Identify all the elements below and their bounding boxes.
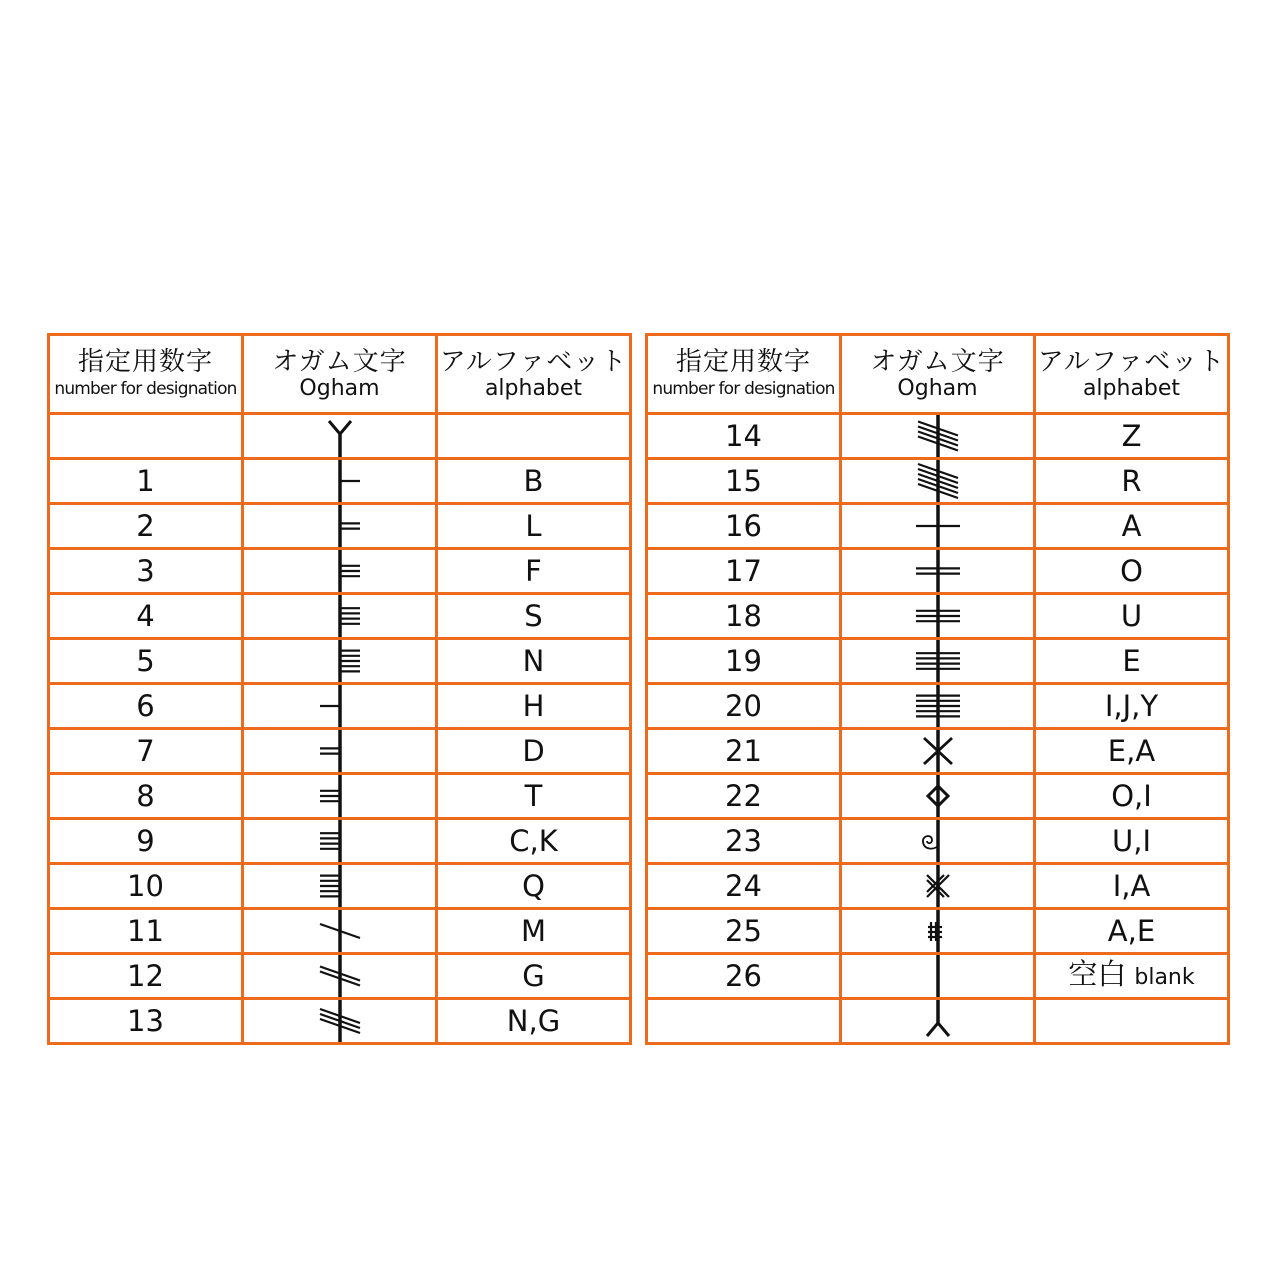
table-row bbox=[647, 819, 1229, 864]
alphabet-cell bbox=[1035, 684, 1229, 729]
ogham-20-icon bbox=[878, 685, 998, 727]
header-row bbox=[647, 335, 1229, 414]
number-cell bbox=[647, 774, 841, 819]
table-row bbox=[647, 774, 1229, 819]
ogham-table-right bbox=[645, 333, 1230, 1045]
ogham-cell bbox=[841, 729, 1035, 774]
table-row bbox=[49, 639, 631, 684]
number-cell bbox=[647, 594, 841, 639]
alphabet-value: B bbox=[523, 464, 544, 498]
alphabet-value: D bbox=[522, 734, 545, 768]
alphabet-cell bbox=[437, 819, 631, 864]
number-value: 8 bbox=[136, 779, 155, 813]
alphabet-value: S bbox=[524, 599, 543, 633]
alphabet-value: U,I bbox=[1112, 824, 1151, 858]
ogham-cell bbox=[841, 549, 1035, 594]
ogham-cell bbox=[841, 954, 1035, 999]
ogham-23-icon bbox=[878, 820, 998, 862]
number-value: 6 bbox=[136, 689, 155, 723]
ogham-cell bbox=[243, 774, 437, 819]
ogham-24-icon bbox=[878, 865, 998, 907]
number-value: 20 bbox=[725, 689, 762, 723]
ogham-cell bbox=[841, 459, 1035, 504]
ogham-3-icon bbox=[280, 550, 400, 592]
number-value: 12 bbox=[127, 959, 164, 993]
number-cell bbox=[49, 774, 243, 819]
number-cell bbox=[647, 549, 841, 594]
number-cell bbox=[647, 684, 841, 729]
header-ogham bbox=[243, 335, 437, 414]
alphabet-cell bbox=[437, 594, 631, 639]
table-row bbox=[647, 999, 1229, 1044]
alphabet-value: A,E bbox=[1107, 914, 1156, 948]
ogham-cell bbox=[243, 729, 437, 774]
table-row bbox=[647, 864, 1229, 909]
alphabet-cell bbox=[437, 999, 631, 1044]
number-value: 26 bbox=[725, 959, 762, 993]
ogham-11-icon bbox=[280, 910, 400, 952]
table-row bbox=[647, 954, 1229, 999]
number-cell bbox=[49, 909, 243, 954]
ogham-cell bbox=[243, 504, 437, 549]
number-cell bbox=[49, 999, 243, 1044]
header-number bbox=[49, 335, 243, 414]
alphabet-sub-value: blank bbox=[1134, 965, 1195, 990]
ogham-5-icon bbox=[280, 640, 400, 682]
alphabet-value: A bbox=[1121, 509, 1142, 543]
table-row bbox=[49, 459, 631, 504]
ogham-17-icon bbox=[878, 550, 998, 592]
table-row bbox=[49, 999, 631, 1044]
table-row bbox=[49, 594, 631, 639]
ogham-cell bbox=[243, 819, 437, 864]
table-row bbox=[49, 774, 631, 819]
alphabet-cell bbox=[437, 414, 631, 459]
table-row bbox=[49, 954, 631, 999]
ogham-cell bbox=[243, 459, 437, 504]
number-cell bbox=[647, 909, 841, 954]
ogham-25-icon bbox=[878, 910, 998, 952]
table-row bbox=[49, 549, 631, 594]
alphabet-cell bbox=[437, 954, 631, 999]
number-cell bbox=[49, 504, 243, 549]
alphabet-value: Q bbox=[522, 869, 545, 903]
alphabet-cell bbox=[1035, 819, 1229, 864]
ogham-cell bbox=[841, 684, 1035, 729]
header-ogham-ja: オガム文字 bbox=[870, 347, 1005, 377]
table-row bbox=[647, 594, 1229, 639]
alphabet-cell bbox=[1035, 774, 1229, 819]
ogham-cell bbox=[243, 999, 437, 1044]
alphabet-cell bbox=[1035, 549, 1229, 594]
ogham-cell bbox=[841, 819, 1035, 864]
number-value: 23 bbox=[725, 824, 762, 858]
ogham-14-icon bbox=[878, 415, 998, 457]
table-row bbox=[49, 504, 631, 549]
alphabet-value: E,A bbox=[1107, 734, 1156, 768]
alphabet-cell bbox=[437, 639, 631, 684]
ogham-6-icon bbox=[280, 685, 400, 727]
number-cell bbox=[49, 549, 243, 594]
alphabet-value: N,G bbox=[506, 1004, 561, 1038]
number-cell bbox=[647, 864, 841, 909]
ogham-4-icon bbox=[280, 595, 400, 637]
header-alphabet-ja: アルファベット bbox=[439, 347, 628, 377]
header-ogham-ja: オガム文字 bbox=[272, 347, 407, 377]
ogham-15-icon bbox=[878, 460, 998, 502]
table-row bbox=[49, 684, 631, 729]
alphabet-value: F bbox=[525, 554, 542, 588]
ogham-26-stem-icon bbox=[878, 955, 998, 997]
ogham-13-icon bbox=[280, 1000, 400, 1042]
ogham-1-icon bbox=[280, 460, 400, 502]
table-row bbox=[647, 459, 1229, 504]
alphabet-value: T bbox=[524, 779, 543, 813]
alphabet-value: E bbox=[1122, 644, 1141, 678]
header-ogham bbox=[841, 335, 1035, 414]
number-cell bbox=[647, 504, 841, 549]
ogham-22-icon bbox=[878, 775, 998, 817]
table-row bbox=[647, 414, 1229, 459]
number-value: 15 bbox=[725, 464, 762, 498]
ogham-7-icon bbox=[280, 730, 400, 772]
table-row bbox=[647, 909, 1229, 954]
alphabet-cell bbox=[1035, 594, 1229, 639]
alphabet-cell bbox=[437, 909, 631, 954]
number-value: 11 bbox=[127, 914, 164, 948]
alphabet-cell bbox=[1035, 639, 1229, 684]
number-cell bbox=[647, 414, 841, 459]
alphabet-value: M bbox=[520, 914, 547, 948]
ogham-21-icon bbox=[878, 730, 998, 772]
number-cell bbox=[647, 459, 841, 504]
table-row bbox=[49, 729, 631, 774]
number-value: 9 bbox=[136, 824, 155, 858]
table-row bbox=[647, 684, 1229, 729]
table-row bbox=[647, 504, 1229, 549]
ogham-cell bbox=[841, 909, 1035, 954]
number-value: 19 bbox=[725, 644, 762, 678]
alphabet-cell bbox=[1035, 999, 1229, 1044]
alphabet-cell bbox=[1035, 504, 1229, 549]
header-number-en: number for designation bbox=[54, 379, 237, 399]
alphabet-value: N bbox=[522, 644, 545, 678]
number-cell bbox=[49, 459, 243, 504]
number-cell bbox=[49, 864, 243, 909]
ogham-9-icon bbox=[280, 820, 400, 862]
start-feather-icon bbox=[280, 415, 400, 457]
alphabet-cell bbox=[1035, 459, 1229, 504]
ogham-12-icon bbox=[280, 955, 400, 997]
table-row bbox=[647, 729, 1229, 774]
number-cell bbox=[49, 954, 243, 999]
number-cell bbox=[49, 819, 243, 864]
end-feather-icon bbox=[878, 1000, 998, 1042]
number-value: 2 bbox=[136, 509, 155, 543]
ogham-cell bbox=[841, 414, 1035, 459]
number-value: 14 bbox=[725, 419, 762, 453]
number-cell bbox=[647, 999, 841, 1044]
number-cell bbox=[647, 639, 841, 684]
table-row bbox=[49, 864, 631, 909]
ogham-cell bbox=[243, 684, 437, 729]
ogham-8-icon bbox=[280, 775, 400, 817]
ogham-cell bbox=[841, 639, 1035, 684]
alphabet-cell bbox=[437, 774, 631, 819]
ogham-cell bbox=[243, 414, 437, 459]
ogham-cell bbox=[243, 639, 437, 684]
number-value: 25 bbox=[725, 914, 762, 948]
ogham-cell bbox=[841, 864, 1035, 909]
alphabet-value: R bbox=[1121, 464, 1142, 498]
header-alphabet bbox=[437, 335, 631, 414]
alphabet-value: L bbox=[525, 509, 542, 543]
header-number bbox=[647, 335, 841, 414]
header-row bbox=[49, 335, 631, 414]
alphabet-value: C,K bbox=[509, 824, 558, 858]
number-value: 7 bbox=[136, 734, 155, 768]
number-cell bbox=[49, 729, 243, 774]
header-number-ja: 指定用数字 bbox=[77, 347, 213, 377]
alphabet-cell bbox=[437, 864, 631, 909]
number-value: 13 bbox=[127, 1004, 164, 1038]
ogham-cell bbox=[841, 999, 1035, 1044]
ogham-table-left bbox=[47, 333, 632, 1045]
ogham-cell bbox=[243, 864, 437, 909]
table-row bbox=[647, 639, 1229, 684]
ogham-cell bbox=[243, 909, 437, 954]
number-value: 24 bbox=[725, 869, 762, 903]
number-value: 5 bbox=[136, 644, 155, 678]
alphabet-value: Z bbox=[1121, 419, 1142, 453]
ogham-cell bbox=[243, 549, 437, 594]
table-row bbox=[49, 909, 631, 954]
alphabet-value: O,I bbox=[1111, 779, 1152, 813]
number-cell bbox=[49, 594, 243, 639]
header-number-en: number for designation bbox=[652, 379, 835, 399]
number-cell bbox=[647, 819, 841, 864]
table-row bbox=[49, 414, 631, 459]
ogham-cell bbox=[243, 954, 437, 999]
alphabet-cell bbox=[437, 684, 631, 729]
ogham-18-icon bbox=[878, 595, 998, 637]
header-alphabet-en: alphabet bbox=[484, 376, 583, 401]
number-cell bbox=[647, 729, 841, 774]
ogham-10-icon bbox=[280, 865, 400, 907]
alphabet-cell bbox=[1035, 864, 1229, 909]
alphabet-cell bbox=[1035, 729, 1229, 774]
ogham-16-icon bbox=[878, 505, 998, 547]
ogham-cell bbox=[243, 594, 437, 639]
alphabet-value: G bbox=[522, 959, 545, 993]
table-row bbox=[647, 549, 1229, 594]
alphabet-value: 空白 bbox=[1068, 957, 1127, 991]
ogham-cell bbox=[841, 504, 1035, 549]
alphabet-cell bbox=[437, 459, 631, 504]
number-value: 22 bbox=[725, 779, 762, 813]
alphabet-value: O bbox=[1120, 554, 1143, 588]
alphabet-cell bbox=[1035, 414, 1229, 459]
alphabet-value: U bbox=[1120, 599, 1143, 633]
number-value: 1 bbox=[136, 464, 155, 498]
ogham-cell bbox=[841, 774, 1035, 819]
alphabet-value: I,A bbox=[1112, 869, 1151, 903]
alphabet-cell bbox=[1035, 954, 1229, 999]
number-value: 21 bbox=[725, 734, 762, 768]
header-ogham-en: Ogham bbox=[299, 376, 380, 401]
ogham-2-icon bbox=[280, 505, 400, 547]
alphabet-cell bbox=[437, 729, 631, 774]
number-cell bbox=[647, 954, 841, 999]
alphabet-cell bbox=[1035, 909, 1229, 954]
number-value: 16 bbox=[725, 509, 762, 543]
alphabet-value: H bbox=[522, 689, 545, 723]
alphabet-cell bbox=[437, 549, 631, 594]
table-row bbox=[49, 819, 631, 864]
number-value: 4 bbox=[136, 599, 155, 633]
header-number-ja: 指定用数字 bbox=[675, 347, 811, 377]
number-value: 10 bbox=[127, 869, 164, 903]
number-value: 3 bbox=[136, 554, 155, 588]
ogham-cell bbox=[841, 594, 1035, 639]
alphabet-value: I,J,Y bbox=[1104, 689, 1159, 723]
number-cell bbox=[49, 639, 243, 684]
number-cell bbox=[49, 684, 243, 729]
number-value: 18 bbox=[725, 599, 762, 633]
number-cell bbox=[49, 414, 243, 459]
alphabet-cell bbox=[437, 504, 631, 549]
header-alphabet-en: alphabet bbox=[1082, 376, 1181, 401]
header-alphabet-ja: アルファベット bbox=[1037, 347, 1226, 377]
number-value: 17 bbox=[725, 554, 762, 588]
header-ogham-en: Ogham bbox=[897, 376, 978, 401]
ogham-19-icon bbox=[878, 640, 998, 682]
header-alphabet bbox=[1035, 335, 1229, 414]
